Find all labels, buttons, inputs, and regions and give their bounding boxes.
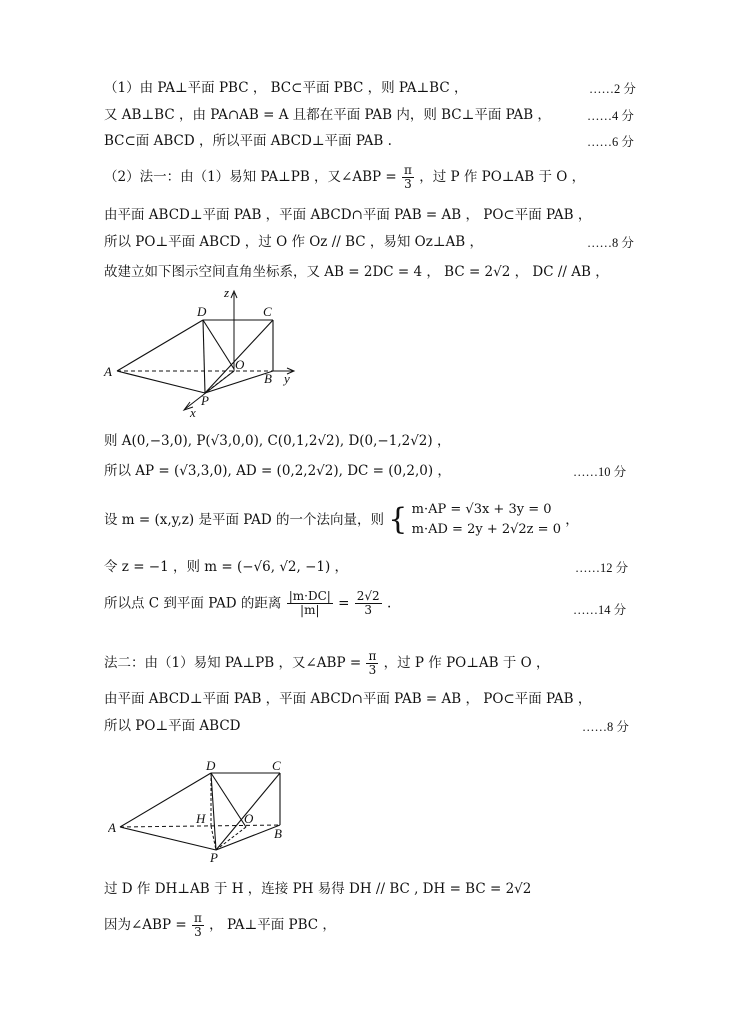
- score-8a: ……8 分: [587, 236, 634, 250]
- dist-value: [355, 590, 382, 617]
- dist-val-den: 3: [364, 603, 372, 617]
- fig2-label-O: O: [244, 811, 254, 826]
- fig2-label-C: C: [272, 758, 281, 773]
- fig1-label-z: z: [224, 285, 230, 300]
- vectors-line: 所以 AP = (√3,3,0), AD = (0,2,2√2), DC = (0,2,0) ，: [104, 463, 451, 479]
- score-6: ……6 分: [587, 135, 634, 149]
- fig2-label-P: P: [210, 850, 218, 865]
- part2-line1-b: ，过 P 作 PO⊥AB 于 O ，: [419, 169, 586, 185]
- dist-fraction: [287, 590, 333, 617]
- part2-line1: [104, 164, 585, 191]
- method2-angle-fraction: [192, 912, 204, 939]
- equation-2: m·AD = 2y + 2√2z = 0: [411, 522, 561, 537]
- dist-a: 所以点 C 到平面 PAD 的距离: [104, 595, 282, 612]
- score-4: ……4 分: [587, 109, 634, 123]
- method2-line1-b: ，过 P 作 PO⊥AB 于 O ，: [383, 655, 550, 671]
- method2-line1: [104, 650, 550, 677]
- m2-l5-frac-num: π: [193, 911, 202, 925]
- part2-line2: 由平面 ABCD⊥平面 PAB ，平面 ABCD∩平面 PAB = AB ， PO⊂平面 PAB ，: [104, 207, 592, 223]
- part1-line2: 又 AB⊥BC ，由 PA∩AB = A 且都在平面 PAB 内，则 BC⊥平面 PAB ，: [104, 107, 551, 123]
- m2-l5-frac-den: 3: [194, 925, 202, 939]
- part2-line1-a: （2）法一：由（1）易知 PA⊥PB ，又∠ABP =: [104, 169, 397, 185]
- method2-line5-a: 因为∠ABP =: [104, 917, 187, 933]
- fig2-label-H: H: [196, 811, 206, 826]
- method2-line4: 过 D 作 DH⊥AB 于 H ，连接 PH 易得 DH // BC , DH = BC = 2√2: [104, 881, 532, 897]
- part2-line4: 故建立如下图示空间直角坐标系，又 AB = 2DC = 4 ， BC = 2√2 ， DC // AB ，: [104, 264, 609, 280]
- score-2: ……2 分: [589, 82, 636, 96]
- score-8b: ……8 分: [582, 720, 629, 734]
- fig1-label-A: A: [104, 364, 112, 379]
- method2-line5: [104, 912, 336, 939]
- part1-line3: BC⊂面 ABCD ，所以平面 ABCD⊥平面 PAB .: [104, 133, 392, 149]
- method2-line1-a: 法二：由（1）易知 PA⊥PB ，又∠ABP =: [104, 655, 362, 671]
- let-line: 令 z = −1 ，则 m = (−√6, √2, −1) ，: [104, 559, 349, 575]
- normal-b: ，: [565, 512, 579, 528]
- distance-line: [104, 590, 391, 617]
- fig1-label-D: D: [197, 304, 207, 319]
- method2-line5-b: ， PA⊥平面 PBC ，: [209, 917, 336, 933]
- fig2-label-B: B: [274, 826, 282, 841]
- coords-line: 则 A(0,−3,0), P(√3,0,0), C(0,1,2√2), D(0,−1,2√2) ，: [104, 433, 451, 449]
- fig1-label-y: y: [284, 371, 290, 386]
- method2-line2: 由平面 ABCD⊥平面 PAB ，平面 ABCD∩平面 PAB = AB ， PO⊂平面 PAB ，: [104, 691, 592, 707]
- dist-b: .: [386, 595, 392, 612]
- system-brace: {: [388, 502, 408, 537]
- part2-line3: 所以 PO⊥平面 ABCD ，过 O 作 Oz // BC ，易知 Oz⊥AB ，: [104, 234, 484, 250]
- equation-1: m·AP = √3x + 3y = 0: [411, 502, 552, 517]
- pi-over-3: [402, 164, 414, 191]
- fig1-label-C: C: [263, 304, 272, 319]
- score-14: ……14 分: [573, 603, 627, 617]
- m2-frac-num: π: [368, 649, 377, 663]
- fig2-label-D: D: [206, 758, 216, 773]
- normal-a: 设 m = (x,y,z) 是平面 PAD 的一个法向量，则: [104, 512, 384, 528]
- fig1-label-B: B: [264, 371, 272, 386]
- method2-line3: 所以 PO⊥平面 ABCD: [104, 718, 241, 734]
- frac-num: π: [404, 163, 412, 177]
- part1-line1: （1）由 PA⊥平面 PBC ， BC⊂平面 PBC ，则 PA⊥BC ，: [104, 80, 468, 96]
- equation-system: [412, 500, 561, 540]
- dist-eq: =: [338, 595, 350, 612]
- dist-frac-den: |m|: [300, 603, 320, 617]
- dist-frac-num: |m·DC|: [288, 589, 331, 603]
- figure-2-diagram: [108, 755, 308, 870]
- fig2-label-A: A: [108, 820, 116, 835]
- score-12: ……12 分: [575, 561, 629, 575]
- score-10: ……10 分: [573, 465, 627, 479]
- method2-pi-over-3: [366, 650, 378, 677]
- fig1-label-O: O: [235, 357, 245, 372]
- fig1-label-P: P: [201, 393, 209, 408]
- fig1-label-x: x: [190, 405, 196, 420]
- figure-1-coordinate-diagram: [100, 283, 320, 423]
- frac-den: 3: [404, 177, 412, 191]
- dist-val-num: 2√2: [356, 589, 380, 603]
- m2-frac-den: 3: [368, 663, 377, 677]
- normal-vector-line: [104, 500, 579, 540]
